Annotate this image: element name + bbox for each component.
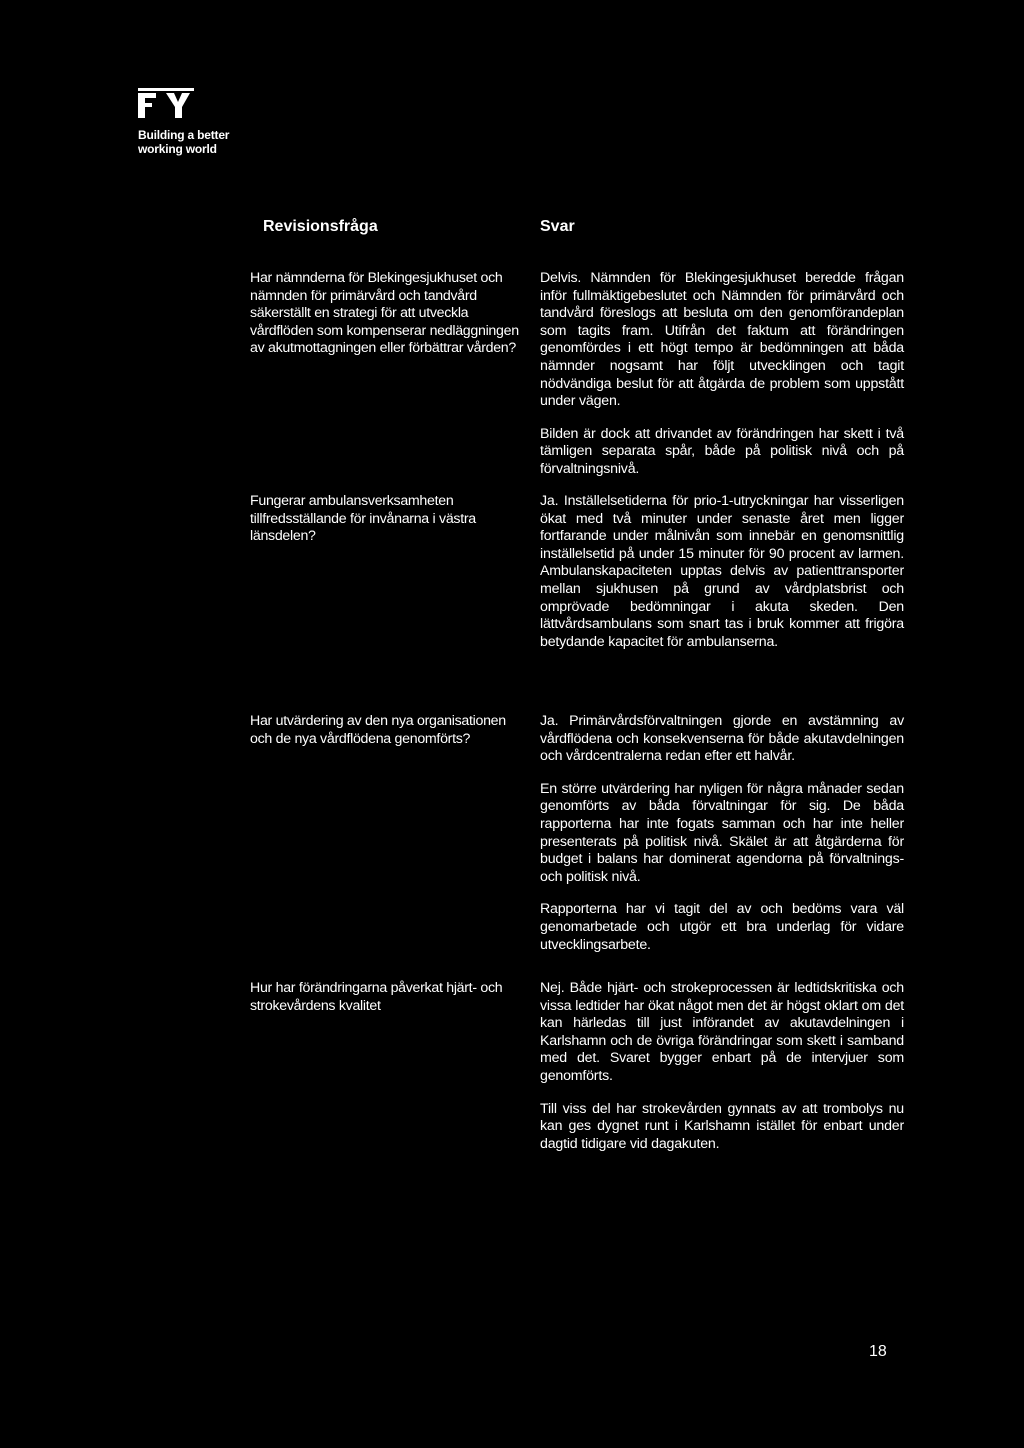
answer-paragraph: Delvis. Nämnden för Blekingesjukhuset beredde frågan inför fullmäktigebeslutet och Nämnden för primärvård och tandvård föreslogs att besluta om den genomförandeplan som tagits fram. Utifrån det faktum att förändringen genomfördes i ett högt tempo är bedömningen att båda nämnder nogsamt har följt utvecklingen och tagit nödvändiga beslut för att åtgärda de problem som uppstått under vägen. <box>540 270 904 410</box>
answer-paragraph: Nej. Både hjärt- och strokeprocessen är ledtidskritiska och vissa ledtider har ökat något men det är högst oklart om det kan härledas till just införandet av akutavdelningen i Karlshamn och de övriga förändringar som skett i samband med det. Svaret bygger enbart på de intervjuer som genomförts. <box>540 980 904 1084</box>
answer-paragraph: En större utvärdering har nyligen för några månader sedan genomförts av båda förvaltningar för sig. De båda rapporterna har inte fogats samman och har inte heller presenterats på politisk nivå. Skälet är att åtgärderna för budget i balans har dominerat agendorna på förvaltnings- och politisk nivå. <box>540 780 904 885</box>
answer-2 <box>540 493 904 666</box>
answer-1 <box>540 270 904 494</box>
question-2: Fungerar ambulansverksamheten tillfredsställande för invånarna i västra länsdelen? <box>250 493 476 545</box>
ey-tagline <box>138 128 229 156</box>
tagline-line-2: working world <box>138 142 217 156</box>
answer-paragraph: Ja. Primärvårdsförvaltningen gjorde en avstämning av vårdflödena och konsekvenserna för både akutavdelningen och vårdcentralerna redan efter ett halvår. <box>540 713 904 765</box>
question-1: Har nämnderna för Blekingesjukhuset och nämnden för primärvård och tandvård säkerställt en strategi för att utveckla vårdflöden som kompenserar nedläggningen av akutmottagningen eller förbättrar vården? <box>250 270 519 357</box>
answer-3 <box>540 713 904 969</box>
ey-logo-mark <box>138 88 194 118</box>
ey-logo <box>138 88 194 118</box>
question-3: Har utvärdering av den nya organisationen och de nya vårdflödena genomförts? <box>250 713 506 747</box>
answer-paragraph: Till viss del har strokevården gynnats av att trombolys nu kan ges dygnet runt i Karlshamn istället för enbart under dagtid tidigare vid dagakuten. <box>540 1100 904 1152</box>
answer-paragraph: Bilden är dock att drivandet av förändringen har skett i två tämligen separata spår, både på politisk nivå och på förvaltningsnivå. <box>540 425 904 477</box>
column-header-question: Revisionsfråga <box>263 218 378 235</box>
answer-paragraph: Rapporterna har vi tagit del av och bedöms vara väl genomarbetade och utgör ett bra underlag för vidare utvecklingsarbete. <box>540 901 904 953</box>
column-header-answer: Svar <box>540 218 575 235</box>
page-number: 18 <box>869 1343 887 1360</box>
answer-4 <box>540 980 904 1168</box>
tagline-line-1: Building a better <box>138 128 230 142</box>
question-4: Hur har förändringarna påverkat hjärt- och strokevårdens kvalitet <box>250 980 503 1014</box>
answer-paragraph: Ja. Inställelsetiderna för prio-1-utryckningar har visserligen ökat med två minuter under senaste året men ligger fortfarande under målnivån som innebär en genomsnittlig inställelsetid på under 15 minuter för 90 procent av larmen. Ambulanskapaciteten upptas delvis av patienttransporter mellan sjukhusen på grund av vårdplatsbrist och omprövade bedömningar i akuta skeden. Den lättvårdsambulans som snart tas i bruk kommer att frigöra betydande kapacitet för ambulanserna. <box>540 493 904 650</box>
